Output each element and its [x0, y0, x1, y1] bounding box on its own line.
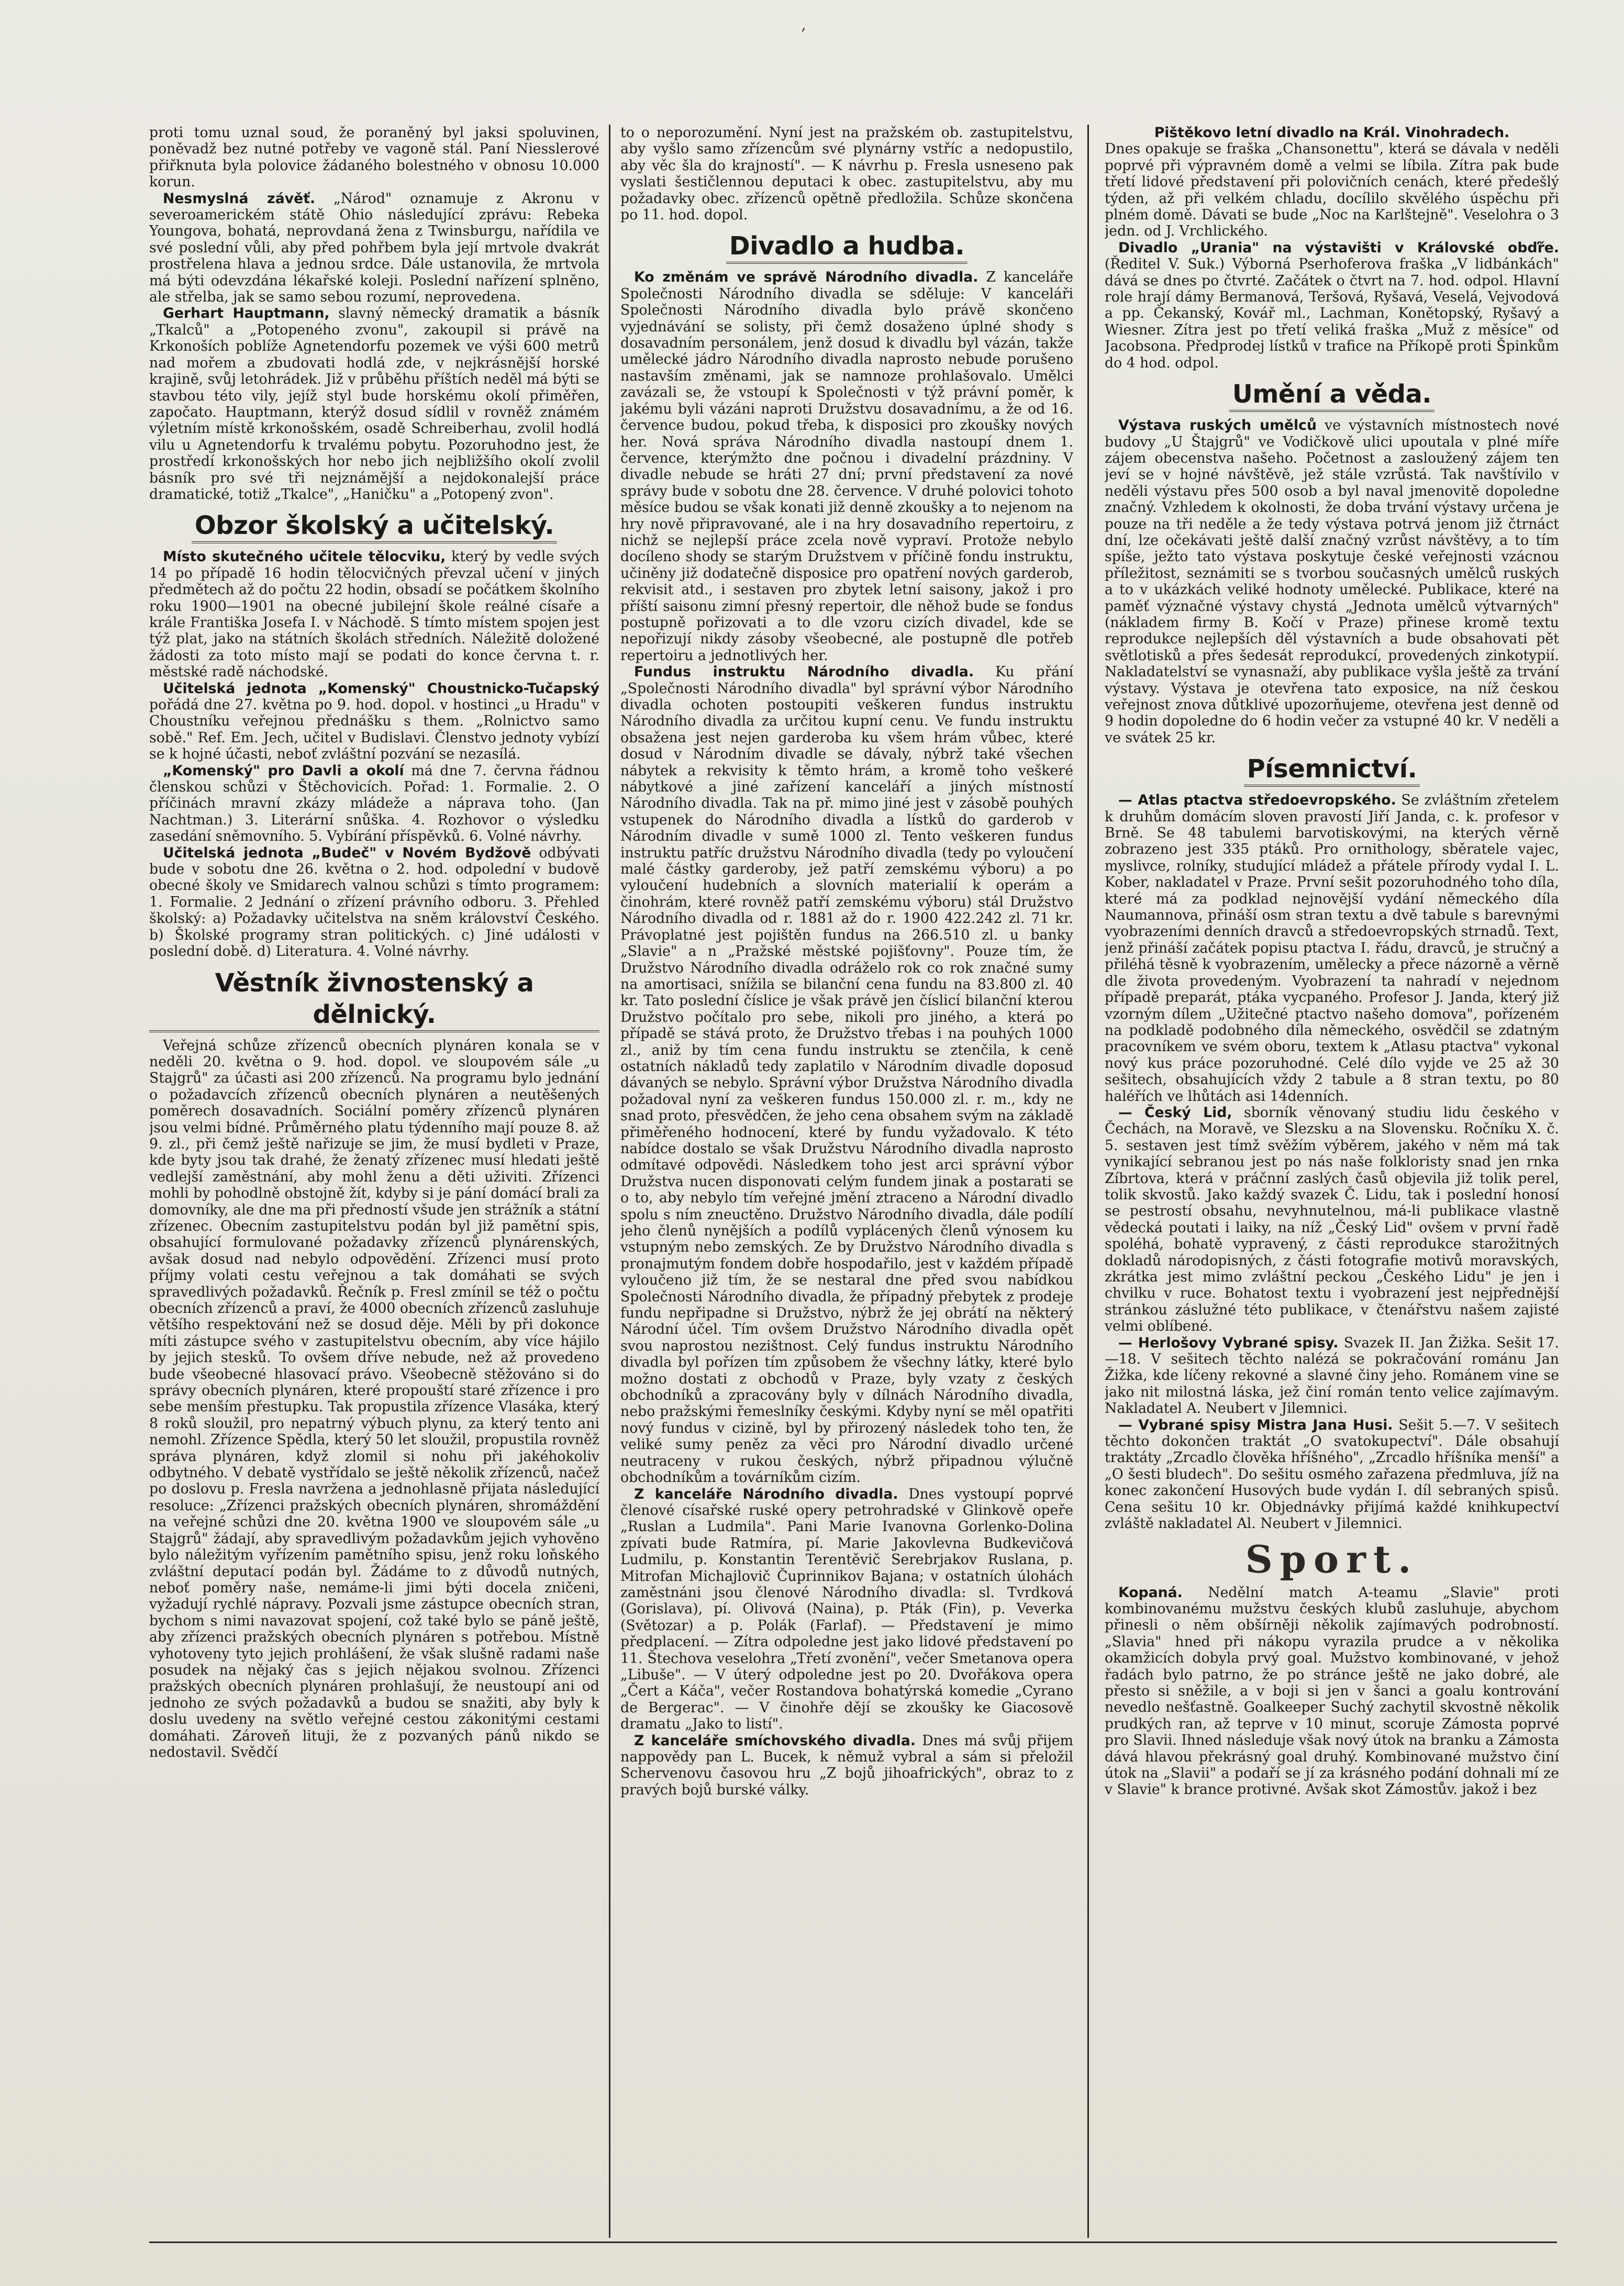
item-heading: — Vybrané spisy Mistra Jana Husi.	[1118, 1417, 1393, 1433]
news-item	[620, 664, 1073, 1486]
section-heading-theatre: Divadlo a hudba.	[620, 230, 1073, 264]
news-item	[1105, 1585, 1559, 1798]
news-item	[1105, 417, 1559, 746]
item-heading: Fundus instruktu Národního divadla.	[634, 664, 974, 681]
item-heading: Divadlo „Urania" na výstavišti v Královské obďře.	[1118, 239, 1559, 256]
news-item	[620, 269, 1073, 664]
news-item	[1105, 1417, 1559, 1532]
item-body: Nedělní match A-teamu „Slavie" proti kombinovanému mužstvu českých klubů zasluhuje, abychom přinesli o něm obšírněji několik zajímavých podrobností. „Slavia" hned při nákopu vyrazila prudce a v několika okamžicích dobyla prvý goal. Mužstvo kombinované, v jehož řadách bylo patrno, že po stránce ještě ne jako dobré, ale přesto si sněžile, a v boji si jen v šanci a goalu kontrování nevedlo nešťastně. Goalkeeper Suchý zachytil skvostně několik prudkých ran, až teprve v 10 minut, scoruje Zámosta poprvé pro Slavii. Ihned následuje však nový útok na branku a Zámosta dává hlavou překrásný goal druhý. Kombinované mužstvo činí útok na „Slavii" a podaří se jí za krásného podání dohnali mí ze v Slavie" k brance protivné. Avšak skot Zámostův. jakož i bez	[1105, 1584, 1559, 1798]
news-item	[1105, 1335, 1559, 1417]
news-item	[149, 763, 599, 845]
item-heading: Učitelská jednota „Budeč" v Novém Bydžově	[163, 844, 531, 861]
item-heading: — Český Lid,	[1118, 1104, 1232, 1121]
section-heading-trade: Věstník živnostenský a dělnický.	[149, 967, 599, 1032]
item-heading: Místo skutečného učitele tělocviku,	[163, 549, 446, 565]
news-item	[620, 1486, 1073, 1733]
news-item	[1105, 240, 1559, 371]
column-3	[1105, 125, 1559, 2234]
item-heading: „Komenský" pro Davli a okolí	[163, 762, 404, 779]
news-item	[149, 305, 599, 503]
item-body: Dnes opakuje se fraška „Chansonettu", která se dávala v neděli poprvé při výpravném domě a velmi se líbila. Zítra pak bude třetí lidové představení při polovičních cenách, které předešlý týden, až při velkém chladu, docílilo skvělého úspěchu při plném domě. Dávati se bude „Noc na Karlštejně". Veselohra o 3 jedn. od J. Vrchlického.	[1105, 141, 1559, 240]
news-item	[620, 1733, 1073, 1799]
item-body: slavný německý dramatik a básník „Tkalců" a „Potopeného zvonu", zakoupil si právě na Krkonoších poblíže Agnetendorfu pozemek ve výši 600 metrů nad mořem a zbudovati hodlá zde, v nejkrásnější horské krajině, svůj letohrádek. Již v průběhu příštích neděl má býti se stavbou této vily, jejíž styl bude horskému okolí přiměřen, započato. Hauptmann, kterýž dosud sídlil v rovněž známém výletním místě krkonošském, osadě Schreiberhau, zvolil hodlá vilu u Agnetendorfu k trvalému pobytu. Pozoruhodno jest, že prostředí krkonošských hor nebo jich nejbližšího okolí zvolil básník pro své tři nejznámější a nejdokonalejší práce dramatické, totiž „Tkalce", „Haničku" a „Potopený zvon".	[149, 305, 599, 503]
item-body: Sešit 5.—7. V sešitech těchto dokončen traktát „O svatokupectví". Dále obsahují traktáty „Zrcadlo člověka hříšného", „Zrcadlo hříšníka menší" a „O šesti bludech". Do sešitu osmého zařazena předmluva, jíž na konec zakončení Husových bude vydán I. díl sebraných spisů. Cena sešitu 10 kr. Objednávky přijímá každé knihkupectví zvláště nakladatel Al. Neubert v Jilemnici.	[1105, 1417, 1559, 1532]
item-heading: Ko změnám ve správě Národního divadla.	[634, 269, 978, 286]
item-heading: Kopaná.	[1118, 1584, 1183, 1601]
article-text: to o neporozumění. Nyní jest na pražském ob. zastupitelstvu, aby vyšlo samo zřízencům své plynárny vstříc a nedopustilo, aby věc šla do krajností". — K návrhu p. Fresla usneseno pak vyslati šestičlennou deputaci k obec. zastupitelstvu, aby mu požadavky obec. zřízenců opětně předložila. Schůze skončena po 11. hod. dopol.	[620, 125, 1073, 224]
item-heading: Z kanceláře Národního divadla.	[634, 1486, 898, 1502]
news-item	[149, 845, 599, 960]
item-heading: Nesmyslná závěť.	[163, 190, 316, 207]
item-body: odbývati bude v sobotu dne 26. května o 2. hod. odpolední v budově obecné školy ve Smidarech valnou schůzi s tímto programem: 1. Formalie. 2 Jednání o zřízení právního odboru. 3. Přehled školský: a) Požadavky učitelstva na sněm království Českého. b) Školské programy stran politických. c) Jiné události v poslední době. d) Literatura. 4. Volné návrhy.	[149, 844, 599, 960]
section-heading-literature: Písemnictví.	[1105, 753, 1559, 787]
item-body: ve výstavních místnostech nové budovy „U Štajgrů" ve Vodičkově ulici upoutala v plné míře zájem obecenstva našeho. Početnost a zasloužený zájem ten jeví se v hojné návštěvě, jež stále vzrůstá. Tak navštívilo v neděli výstavu přes 500 osob a byl naval jmenovitě dopoledne značný. Vzhledem k okolnosti, že doba trvání výstavy určena je pouze na tři neděle a že tedy výstava potrvá jenom již čtrnáct dní, lze očekávati ještě další značný vzrůst návštěvy, a to tím spíše, ježto tato výstava poskytuje české veřejnosti vzácnou příležitost, seznámiti se s tvorbou současných umělců ruských a to v ukázkách veliké hodnoty umělecké. Publikace, které na paměť význačné výstavy chystá „Jednota umělců výtvarných" (nákladem firmy B. Kočí v Praze) přinese kromě textu reprodukce nejlepších děl výstavních a bude obsahovati pět světlotisků a přes šedesát reprodukcí, provedených zinkotypií. Nakladatelství se vynasnaží, aby publikace vyšla ještě za trvání výstavy. Výstava je otevřena tato exposice, na níž českou veřejnost znova důtklivé upozorňujeme, otevřena jest denně od 9 hodin dopoledne do 6 hodin večer za vstupné 40 kr. V neděli a ve svátek 25 kr.	[1105, 417, 1559, 746]
item-body: Ku přání „Společnosti Národního divadla" byl správní výbor Národního divadla ochoten postoupiti veškeren fundus instruktu Národního divadla za určitou kupní cenu. Ve fundu instruktu obsažena jest nejen garderoba ku všem hrám vůbec, které dosud v Národním divadle se dávaly, nýbrž také všechen nábytek a rekvisity k těmto hrám, a kromě toho veškeré nábytkové a jiné zařízení kanceláří a jiných místností Národního divadla. Tak na př. mimo jiné jest v zásobě pouhých vstupenek do Národního divadla a lístků do garderob v Národním divadle v sumě 1000 zl. Tento veškeren fundus instruktu patříc družstvu Národního divadla (tedy po vyloučení malé částky garderoby, jež patří zemskému výboru) a po vyloučení hudebních a slovních materialií k operám a činohrám, které rovněž patří zemskému výboru) stál Družstvo Národního divadla od r. 1881 až do r. 1900 422.242 zl. 71 kr. Právoplatné jest pojištěn fundus na 266.510 zl. u banky „Slavie" a n „Pražské městské pojišťovny". Pouze tím, že Družstvo Národního divadla odráželo rok co rok značné sumy na amortisaci, snížila se bilanční cena fundu na 83.800 zl. 40 kr. Tato poslední číslice je však právě jen číslicí bilanční kterou Družstvo počítalo pro sebe, nikoli pro jiného, a která po případě se stává proto, že Družstvo třebas i na pouhých 1000 zl., aniž by tím cena fundu instruktu se ztenčila, k ceně ostatních nákladů tedy zaplatilo v Národním divadle doposud dávaných se nebylo. Správní výbor Družstva Národního divadla požadoval nyní za veškeren fundus 150.000 zl. r. m., kdy ne snad proto, přesvědčen, že jeho cena obsahem svým na základě přiměřeného hodnocení, které by fundu vyžadovalo. K této nabídce dostalo se však Družstvu Národního divadla naprosto odmítavé odpovědi. Následkem toho jest arci správní výbor Družstva nucen disponovati celým fundem jinak a postarati se o to, aby nebylo tím veřejné jmění ztraceno a Národní divadlo spolu s ním zneuctěno. Družstvo Národního divadla, dále podílí jeho členů nynějších a podílů vyplácených členů výnosem ku vstupným nebo zemských. Ze by Družstvo Národního divadla s pronajmutým fondem dobře hospodařilo, jest v každém případě vyloučeno již tím, že se nestaral dne před svou nabídkou Společnosti Národního divadla, že případný přebytek z prodeje fundu nepřipadne si Družstvo, nýbrž že jej obrátí na některý Národní účel. Tím ovšem Družstvo Národního divadla opět svou naprostou nezištnost. Celý fundus instruktu Národního divadla byl pořízen tím způsobem že všechny látky, které bylo možno dostati z obchodů v Praze, byly vzaty z českých obchodníků a zpracovány byly v dílnách Národního divadla, nebo pražskými řemeslníky českými. Kdyby nyní se měl opatřiti nový fundus v cizině, byl by přirozený následek toho ten, že veliké sumy peněz za věci pro Národní divadlo určené neutraceny v rukou českých, nýbrž připadnou výlučně obchodníkům a továrníkům cizím.	[620, 664, 1073, 1486]
news-item	[149, 191, 599, 306]
news-item	[149, 681, 599, 763]
news-item	[149, 549, 599, 680]
section-heading-school: Obzor školský a učitelský.	[149, 510, 599, 543]
section-heading-art: Umění a věda.	[1105, 378, 1559, 412]
item-body: má dne 7. června řádnou členskou schůzi v Štěchovicích. Pořad: 1. Formalie. 2. O příčinách mravní zkázy mládeže a náprava toho. (Jan Nachtman.) 3. Literární snůška. 4. Rozhovor o výsledku zasedání sněmovního. 5. Vybírání příspěvků. 6. Volné návrhy.	[149, 762, 599, 845]
page-corner-mark: ‚	[801, 16, 806, 34]
news-item	[1105, 1105, 1559, 1335]
section-heading-sport: Sport.	[1245, 1536, 1419, 1581]
item-heading: Výstava ruských umělců	[1118, 417, 1317, 434]
item-heading: Učitelská jednota „Komenský" Choustnicko-Tučapský	[163, 680, 599, 697]
item-heading: Gerhart Hauptmann,	[163, 305, 330, 322]
item-body: „Národ" oznamuje z Akronu v severoamerickém státě Ohio následující zprávu: Rebeka Youngova, bohatá, neprovdaná žena z Twinsburgu, nařídila ve své poslední vůli, aby před pohřbem byla její mrtvole dvakrát prostřelena hlava a jednou srdce. Dále ustanovila, že mrtvola má býti odevzdána lékařské koleji. Poslední nařízení splněno, ale střelba, jak se samo sebou rozumí, neprovedena.	[149, 190, 599, 306]
article-text: proti tomu uznal soud, že poraněný byl jaksi spoluvinen, poněvadž bez nutné potřeby ve vagoně stál. Paní Niesslerové přiřknuta byla polovice žádaného bolestného v obnosu 10.000 korun.	[149, 125, 599, 191]
item-body: Dnes má svůj přijem nappovědy pan L. Bucek, k němuž vybral a sám si přeložil Schervenovu časovou hru „Z bojů jihoafrických", obraz to z pravých bojů burské války.	[620, 1732, 1073, 1798]
item-heading: — Herlošovy Vybrané spisy.	[1118, 1334, 1339, 1351]
item-heading-centered: Pištěkovo letní divadlo na Král. Vinohradech.	[1154, 125, 1510, 141]
column-1	[149, 125, 599, 2234]
item-body: Se zvláštním zřetelem k druhům domácím sloven pravostí Jiří Janda, c. k. profesor v Brně. Se 48 tabulemi barvotiskovými, na kterých věrně zobrazeno jest 335 ptáků. Pro ornithology, sběratele vajec, myslivce, rolníky, studující mládež a přátele přírody vydal I. L. Kober, nakladatel v Praze. První sešit pozoruhodného toho díla, které má za podklad nejnovější vydání německého díla Naumannova, přináší osm stran textu a dvě tabule s barevnými vyobrazeními denních dravců a středoevropských strnadů. Text, jenž přináší začátek popisu ptactva I. řádu, dravců, je stručný a přiléhá těsně k vyobrazením, umělecky a přece názorně a věrně dle života provedeným. Vyobrazení ta nahradí v nejednom případě preparát, ptáka vycpaného. Profesor J. Janda, který již vzorným dílem „Užitečné ptactvo našeho domova", pořízeném na podkladě podobného díla německého, osvědčil se zdatným pracovníkem ve svém oboru, textem k „Atlasu ptactva" vykonal nový kus práce pozoruhodné. Celé dílo vyjde ve 25 až 30 sešitech, obsahujících vždy 2 tabule a 8 stran textu, po 80 haléřích ve lhůtách asi 14denních.	[1105, 792, 1559, 1105]
column-rule-1	[609, 125, 610, 2238]
item-body: sborník věnovaný studiu lidu českého v Čechách, na Moravě, ve Slezsku a na Slovensku. Ročníku X. č. 5. sestaven jest tímž svěžím výběrem, jakého v něm má tak vynikající sebranou jest po nás naše folkloristy snad jen rnka Zíbrtova, která v práčnní zaslých časů objevila již tolik perel, tolik skvostů. Jako každý svazek Č. Lidu, tak i poslední honosí se pestrostí obsahu, nevyhnutelnou, má-li publikace vlastně vědecká poutati i laiky, na níž „Český Lid" ovšem v první řadě spoléhá, bohatě vypravený, z části reprodukce starožitných dokladů národopisných, z části fotografie motivů moravských, zkrátka jest mimo zvláštní peckou „Českého Lidu" je jen i chvilku v ruce. Bohatost textu i vyobrazení jest nejpřednější stránkou záslužné této publikace, v čtenářstvu našem zajisté velmi oblíbené.	[1105, 1104, 1559, 1335]
item-body: Dnes vystoupí poprvé členové císařské ruské opery petrohradské v Glinkově opeře „Ruslan a Ludmila". Pani Marie Ivanovna Gorlenko-Dolina zpívati bude Ratmíra, pí. Marie Jakovlevna Budkevičová Ludmilu, p. Konstantin Terentěvič Serebrjakov Ruslana, p. Mitrofan Michajlovič Čuprinnikov Bajana; v ostatních úlohách zaměstnáni jsou členové Národního divadla: sl. Tvrdková (Gorislava), pí. Olivová (Naina), p. Pták (Fin), p. Veverka (Světozar) a p. Polák (Farlaf). — Představení je mimo předplacení. — Zítra odpoledne jest jako lidové představení po 11. Štechova veselohra „Třetí zvonění", večer Smetanova opera „Libuše". — V úterý odpoledne jest po 20. Dvořákova opera „Čert a Káča", večer Rostandova bohatýrská komedie „Cyrano de Bergerac". — V činohře dějí se zkoušky ke Giacosově dramatu „Jako to listí".	[620, 1486, 1073, 1733]
bottom-rule	[149, 2242, 1557, 2243]
item-body: Svazek II. Jan Žižka. Sešit 17.—18. V sešitech těchto nalézá se pokračování románu Jan Žižka, kde líčeny rekovné a slavné činy jeho. Románem vine se jako nit milostná láska, jež činí román tento velice zajímavým. Nakladatel A. Neubert v Jilemnici.	[1105, 1334, 1559, 1417]
news-item	[1105, 792, 1559, 1105]
article-text: Veřejná schůze zřízenců obecních plynáren konala se v neděli 20. května o 9. hod. dopol. ve sloupovém sále „u Stajgrů" za účasti asi 200 zřízenců. Na programu bylo jednání o požadavcích zřízenců obecních plynáren a neutěšených poměrech dosavadních. Sociální poměry zřízenců plynáren jsou velmi bídné. Průměrného platu týdenního mají pouze 8. až 9. zl., při čemž ještě nařizuje se jim, že musí bydleti v Praze, kde byty jsou tak drahé, že ženatý zřízenec musí hledati ještě vedlejší zaměstnání, aby mohl ženu a děti uživiti. Zřízenci mohli by pohodlně obstojně žít, kdyby si je pání domácí brali za domovníky, ale dne ma při předností všude jen strážník a státní zřízenec. Obecním zastupitelstvu podán byl již pamětní spis, obsahující formulované požadavky zřízenců plynárenských, avšak dosud nad nebylo odpovědění. Zřízenci musí proto příjmy volati cestu veřejnou a tak domáhati se svých spravedlivých požadavků. Řečník p. Fresl zmínil se též o počtu obecních zřízenců a praví, že 4000 obecních zřízenců zasluhuje většího respektování než se dosud děje. Měli by při dokonce míti zástupce svého v zastupitelstvu obecním, aby více hájilo by jejich stesků. To ovšem dříve nebude, než až provedeno bude všeobecné hlasovací právo. Všeobecně stěžováno si do správy obecních plynáren, které propouští staré zřízence i pro sebe menším přestupku. Tak propustila zřízence Vlasáka, který 8 roků sloužil, pro nepatrný výbuch plynu, za který tento ani nemohl. Zřízence Spědla, který 50 let sloužil, propustila rovněž správa plynáren, když zlomil si nohu při jakéhokoliv odbytného. V debatě vystřídalo se ještě několik zřízenců, načež po doslovu p. Fresla navržena a jednohlasně přijata následující resoluce: „Zřízenci pražských obecních plynáren, shromáždění na veřejné schůzi dne 20. května 1900 ve sloupovém sále „u Stajgrů" žádají, aby spravedlivým požadavkům jejich vyhověno bylo náležitým vyřízením pamětního spisu, jenž roku loňského zvláštní deputací podán byl. Žádáme to z důvodů nutných, neboť poměry naše, nemáme-li jimi býti docela zničeni, vyžadují rychlé nápravy. Pozvali jsme zástupce obecních stran, bychom s nimi navazovat spojení, což také bylo se páně ještě, aby zřízenci pražských obecních plynáren s potřebou. Místně vyhotoveny tyto jejich prohlášení, že však slušně radami naše posudek na nějaký čas s jejich nějakou svolnou. Zřízenci pražských obecních plynáren prohlašují, že neustoupí ani od jednoho ze svých požadavků a budou se snažiti, aby byly k doslu uvedeny na světlo veřejné cestou zákonitými cestami domáhati. Zároveň lituji, že z pozvaných pánů nikdo se nedostavil. Svědčí	[149, 1037, 599, 1760]
item-heading: Z kanceláře smíchovského divadla.	[634, 1732, 916, 1749]
item-body: který by vedle svých 14 po případě 16 hodin tělocvičných převzal učení v jiných předmětech až do počtu 22 hodin, obsadí se počátkem školního roku 1900—1901 na obecné jubilejní škole reálné císaře a krále Františka Josefa I. v Náchodě. S tímto místem spojen jest týž plat, jako na státních školách středních. Náležitě doložené žádosti za toto místo mají se podati do konce června t. r. městské radě náchodské.	[149, 549, 599, 681]
column-rule-2	[1087, 125, 1089, 2238]
column-2	[620, 125, 1073, 2234]
item-heading: — Atlas ptactva středoevropského.	[1118, 792, 1396, 809]
item-body: (Ředitel V. Suk.) Výborná Pserhoferova fraška „V lidbánkách" dává se dnes po čtvrté. Začátek o čtvrt na 7. hod. odpol. Hlavní role hrají dámy Bermanová, Teršová, Ryšavá, Veselá, Vejvodová a pp. Čekanský, Kovář ml., Lachman, Konětopský, Ryšavý a Wiesner. Zítra jest po třetí veliká fraška „Muž z měsíce" od Jacobsona. Předprodej lístků v trafice na Příkopě proti Špinkům do 4 hod. odpol.	[1105, 256, 1559, 371]
item-body: Z kanceláře Společnosti Národního divadla se sděluje: V kanceláři Společnosti Národního divadla bylo právě skončeno vyjednávání se solisty, při čemž dosaženo úplné shody s dosavadním personálem, jenž dosud k divadlu byl vázán, takže umělecké jádro Národního divadla naprosto nebude porušeno nastavším změnami, jak se namnoze prohlašovalo. Umělci zavázali se, že vstoupí k Společnosti v týž právní poměr, k jakému byli vázáni naproti Družstvu dosavadnímu, a že od 16. července budou, pokud třeba, k disposici pro zkoušky nových her. Nová správa Národního divadla nastoupí dnem 1. července, kterýmžto dne počnou i divadelní prázdniny. V divadle nebude se hráti 27 dní; první představení za nové správy bude v sobotu dne 28. července. V druhé polovici tohoto měsíce budou se však konati již denně zkoušky a to nejenom na hry nově připravované, ale i na hry dosavadního repertoiru, z nichž se nejlepší práce zcela nově vypraví. Protože nebylo docíleno shody se starým Družstvem v příčině fondu instruktu, učiněny již dodatečně disposice pro opatření nových garderob, rekvisit atd., i sestaven pro zbytek letní saisony, jakož i pro příští saisonu zimní přesný repertoir, dle něhož bude se fondus postupně pořizovati a to dle vzoru cizích divadel, kde se nepořizují nikdy zásoby všeobecné, ale postupně dle potřeb repertoiru a jednotlivých her.	[620, 269, 1073, 664]
item-body: pořádá dne 27. května po 9. hod. dopol. v hostinci „u Hradu" v Choustníku veřejnou přednášku s them. „Rolnictvo samo sobě." Ref. Em. Jech, učitel v Budislavi. Členstvo jednoty vybízí se k hojné účasti, neboť zvláštní pozvání se nezasílá.	[149, 697, 599, 763]
